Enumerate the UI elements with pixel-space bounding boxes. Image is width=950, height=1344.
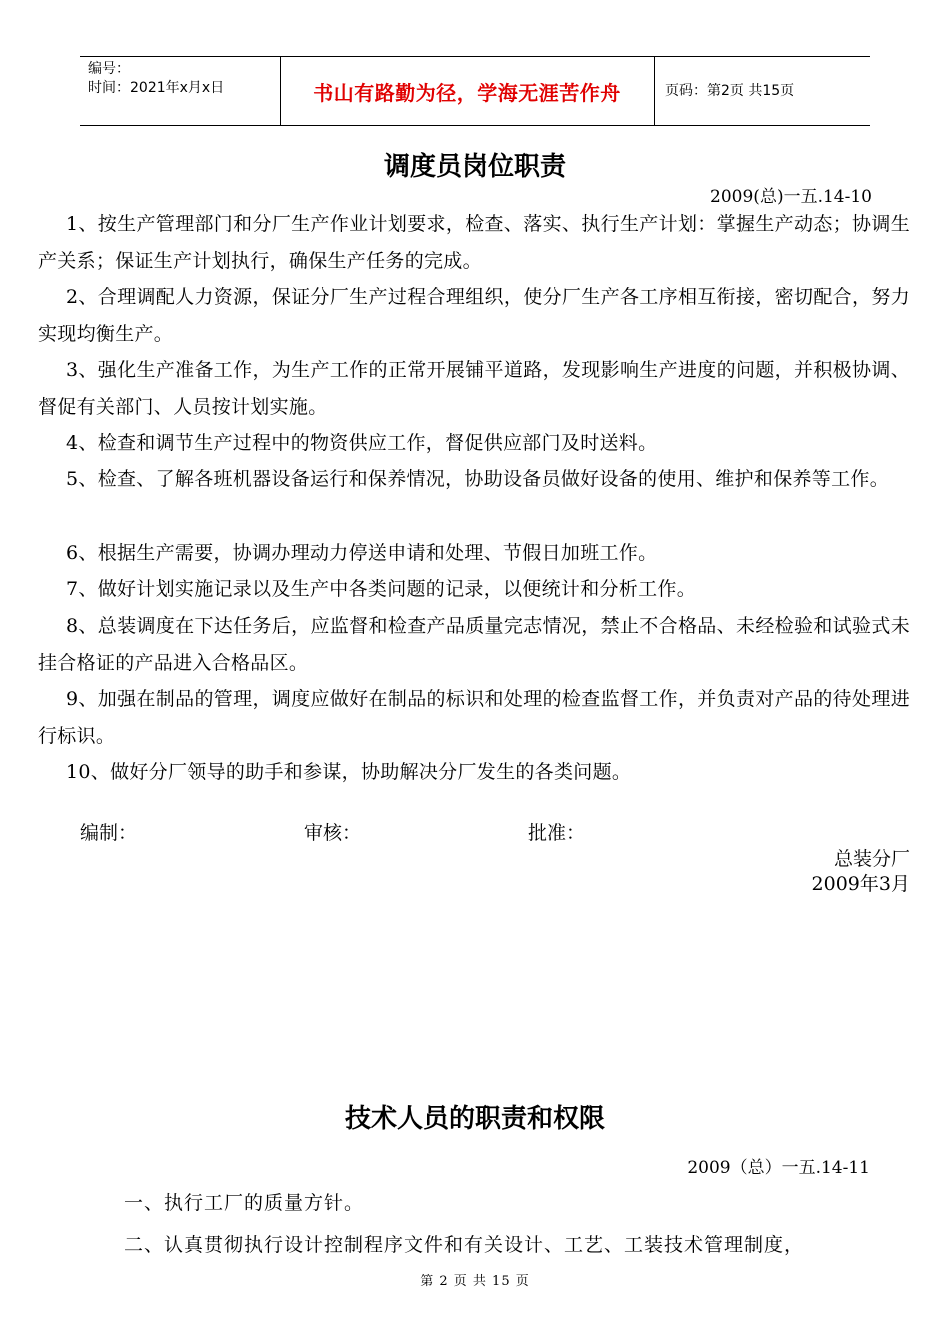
section1-item-6: 6、根据生产需要，协调办理动力停送申请和处理、节假日加班工作。 <box>66 542 658 564</box>
section1-item-10: 10、做好分厂领导的助手和参谋，协助解决分厂发生的各类问题。 <box>66 761 632 783</box>
header-left-cell <box>80 57 281 125</box>
issuing-org: 总装分厂 <box>833 848 910 870</box>
header-motto-cell <box>280 57 655 125</box>
section2-item-2: 二、认真贯彻执行设计控制程序文件和有关设计、工艺、工装技术管理制度， <box>124 1234 805 1256</box>
section1-item-5: 5、检查、了解各班机器设备运行和保养情况，协助设备员做好设备的使用、维护和保养等工作。 <box>66 468 889 490</box>
section1-item-8: 8、总装调度在下达任务后，应监督和检查产品质量完志情况，禁止不合格品、未经检验和试验式未挂合格证的产品进入合格品区。 <box>38 615 910 674</box>
section1-title: 调度员岗位职责 <box>383 152 566 182</box>
issue-date: 2009年3月 <box>811 873 910 895</box>
section1-item-4: 4、检查和调节生产过程中的物资供应工作，督促供应部门及时送料。 <box>66 432 658 454</box>
section2-title: 技术人员的职责和权限 <box>344 1104 605 1134</box>
section2-doc-number: 2009（总）一五.14-11 <box>687 1158 870 1178</box>
section1-item-9: 9、加强在制品的管理，调度应做好在制品的标识和处理的检查监督工作，并负责对产品的待处理进行标识。 <box>38 688 910 747</box>
section1-doc-number: 2009(总)一五.14-10 <box>710 187 872 207</box>
page-footer: 第 2 页 共 15 页 <box>420 1274 530 1289</box>
section2-item-1: 一、执行工厂的质量方针。 <box>124 1192 365 1214</box>
section1-item-7: 7、做好计划实施记录以及生产中各类问题的记录，以便统计和分析工作。 <box>66 578 696 600</box>
header-motto: 书山有路勤为径，学海无涯苦作舟 <box>313 80 621 105</box>
section1-item-2: 2、合理调配人力资源，保证分厂生产过程合理组织，使分厂生产各工序相互衔接，密切配合，努力实现均衡生产。 <box>38 286 910 345</box>
section1-item-1: 1、按生产管理部门和分厂生产作业计划要求，检查、落实、执行生产计划：掌握生产动态；协调生产关系；保证生产计划执行，确保生产任务的完成。 <box>38 213 910 272</box>
header-page-info: 页码：第2页 共15页 <box>665 83 795 99</box>
document-code-label: 编号： <box>88 61 130 77</box>
document-time-label: 时间：2021年x月x日 <box>88 80 225 96</box>
signature-approve-label: 批准： <box>528 822 586 844</box>
signature-compile-label: 编制： <box>80 822 138 844</box>
page-header <box>80 56 870 126</box>
signature-review-label: 审核： <box>304 822 362 844</box>
section1-item-3: 3、强化生产准备工作，为生产工作的正常开展铺平道路，发现影响生产进度的问题，并积极协调、督促有关部门、人员按计划实施。 <box>38 359 910 418</box>
